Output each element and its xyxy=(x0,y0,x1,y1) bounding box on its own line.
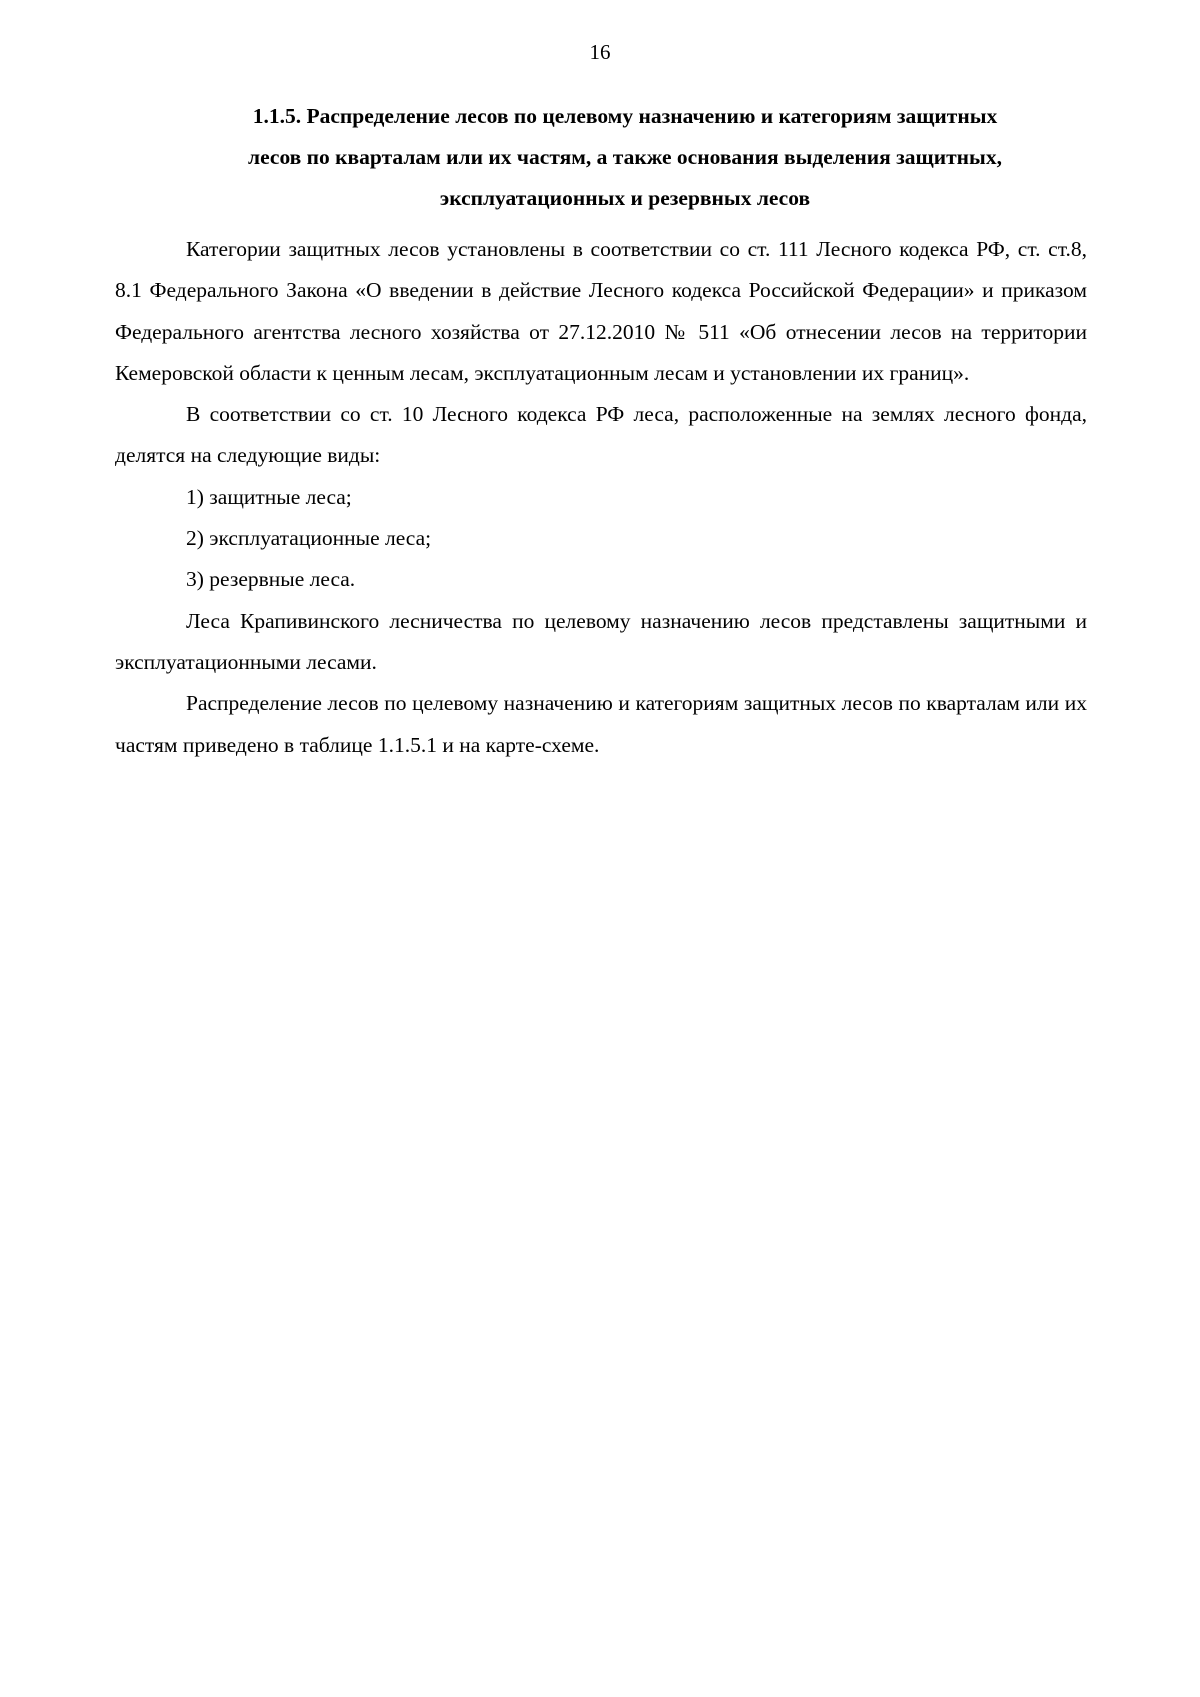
paragraph-krapivinsky-forestry: Леса Крапивинского лесничества по целевому назначению лесов представлены защитными и эксплуатационными лесами. xyxy=(115,608,1087,674)
paragraph-forest-types-intro: В соответствии со ст. 10 Лесного кодекса РФ леса, расположенные на землях лесного фонда, делятся на следующие виды: xyxy=(115,402,1087,468)
list-item-exploitation: 2) эксплуатационные леса; xyxy=(186,526,432,551)
section-heading-line-2: лесов по кварталам или их частям, а также основания выделения защитных, xyxy=(248,145,1002,169)
page-number: 16 xyxy=(589,40,611,64)
body-text xyxy=(115,229,1087,766)
section-heading xyxy=(150,96,1100,219)
section-heading-line-3: эксплуатационных и резервных лесов xyxy=(439,186,811,210)
list-item-protective: 1) защитные леса; xyxy=(186,484,352,509)
paragraph-distribution-reference: Распределение лесов по целевому назначению и категориям защитных лесов по кварталам или их частям приведено в таблице 1.1.5.1 и на карте-схеме. xyxy=(115,691,1087,757)
list-item-reserve: 3) резервные леса. xyxy=(186,567,356,592)
section-heading-line-1: 1.1.5. Распределение лесов по целевому назначению и категориям защитных xyxy=(252,104,998,128)
paragraph-protective-forest-categories: Категории защитных лесов установлены в соответствии со ст. 111 Лесного кодекса РФ, ст. ст.8, 8.1 Федерального Закона «О введении в действие Лесного кодекса Российской Федерации» и приказом Федерального агентства лесного хозяйства от 27.12.2010 № 511 «Об отнесении лесов на территории Кемеровской области к ценным лесам, эксплуатационным лесам и установлении их границ». xyxy=(115,237,1087,385)
